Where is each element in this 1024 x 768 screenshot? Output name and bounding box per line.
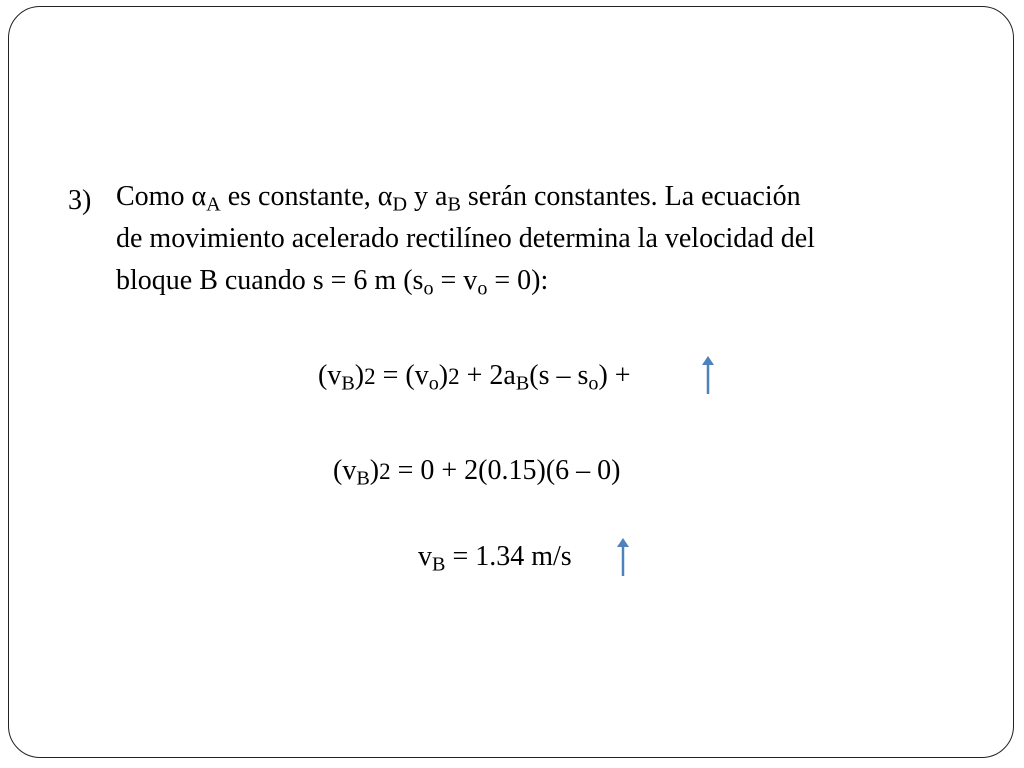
exponent: 2 bbox=[379, 459, 391, 484]
text-segment: Como bbox=[116, 181, 192, 212]
up-arrow-icon bbox=[701, 355, 715, 395]
equation-velocity-general bbox=[318, 360, 631, 395]
subscript: B bbox=[341, 372, 355, 395]
step-text-line-3 bbox=[116, 260, 996, 302]
up-arrow-icon bbox=[616, 537, 630, 577]
alpha-symbol: α bbox=[377, 181, 393, 212]
step-text-line-1 bbox=[116, 176, 996, 218]
subscript: o bbox=[477, 277, 488, 300]
text-segment: = v bbox=[433, 265, 478, 296]
text-segment: = 1.34 m/s bbox=[445, 541, 572, 572]
text-segment: es constante, bbox=[220, 181, 378, 212]
text-segment: = (v bbox=[375, 360, 429, 391]
text-segment: (s – s bbox=[529, 360, 589, 391]
text-segment: bloque B cuando s = 6 m (s bbox=[116, 265, 424, 296]
text-segment: ) bbox=[354, 360, 365, 391]
alpha-symbol: α bbox=[191, 181, 207, 212]
step-text-line-2: de movimiento acelerado rectilíneo determina la velocidad del bbox=[116, 223, 815, 254]
subscript: o bbox=[428, 372, 439, 395]
subscript: o bbox=[423, 277, 434, 300]
text-segment: v bbox=[418, 541, 432, 572]
text-segment: = 0 + 2(0.15)(6 – 0) bbox=[390, 455, 621, 486]
text-segment: + 2a bbox=[459, 360, 516, 391]
text-segment: = 0): bbox=[487, 265, 549, 296]
subscript: B bbox=[447, 193, 461, 216]
equation-velocity-substituted bbox=[333, 455, 621, 490]
step-number: 3) bbox=[68, 185, 92, 216]
subscript: B bbox=[356, 467, 370, 490]
exponent: 2 bbox=[364, 364, 376, 389]
text-segment: y a bbox=[407, 181, 448, 212]
subscript: A bbox=[206, 193, 221, 216]
equation-velocity-result bbox=[418, 541, 572, 576]
subscript: o bbox=[588, 372, 599, 395]
subscript: B bbox=[432, 553, 446, 576]
text-segment: ) bbox=[438, 360, 449, 391]
step-text bbox=[116, 176, 996, 302]
text-segment: serán constantes. La ecuación bbox=[460, 181, 801, 212]
subscript: D bbox=[392, 193, 407, 216]
exponent: 2 bbox=[448, 364, 460, 389]
text-segment: ) bbox=[369, 455, 380, 486]
text-segment: (v bbox=[333, 455, 357, 486]
text-segment: (v bbox=[318, 360, 342, 391]
text-segment: ) + bbox=[598, 360, 631, 391]
subscript: B bbox=[515, 372, 530, 395]
